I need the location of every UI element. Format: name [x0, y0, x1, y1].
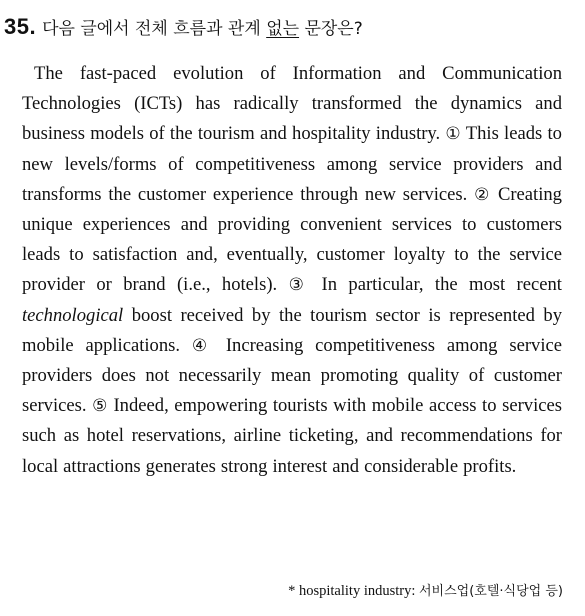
footnote: [288, 580, 563, 600]
sentence-1: This leads to new levels/forms of competitiveness among service providers and transforms the customer experience through new services.: [22, 123, 562, 205]
sentence-3-after: boost received by the tourism sector is represented by mobile applications.: [22, 304, 562, 356]
choice-marker-3: ③: [288, 275, 311, 296]
sentence-4: Increasing competitiveness among service providers does not necessarily mean promoting quality of customer services.: [22, 334, 562, 417]
sentence-3-italic: technological: [22, 304, 124, 326]
choice-marker-1: ①: [445, 124, 461, 145]
question-header: [4, 14, 579, 48]
choice-marker-4: ④: [191, 335, 214, 356]
sentence-2: Creating unique experiences and providing convenient services to customers leads to satisfaction and, eventually, customer loyalty to the service provider or brand (i.e., hotels).: [22, 183, 562, 296]
question-prompt-after: 문장은?: [299, 19, 363, 39]
sentence-3-before: In particular, the most recent: [310, 274, 562, 296]
footnote-marker: *: [288, 583, 296, 599]
question-prompt-underlined: 없는: [266, 19, 300, 39]
choice-marker-2: ②: [474, 184, 492, 205]
footnote-term: hospitality industry:: [295, 583, 419, 599]
choice-marker-5: ⑤: [92, 396, 108, 417]
question-prompt-before: 다음 글에서 전체 흐름과 관계: [42, 19, 267, 39]
sentence-5: Indeed, empowering tourists with mobile access to services such as hotel reservations, airline ticketing, and recommendations for local attractions generates strong interest and considerable profits.: [22, 395, 562, 477]
footnote-gloss: 서비스업(호텔·식당업 등): [419, 584, 563, 599]
question-number: 35.: [4, 14, 37, 39]
passage: [22, 59, 562, 482]
question-prompt: [42, 19, 363, 39]
passage-intro: The fast-paced evolution of Information and Communication Technologies (ICTs) has radically transformed the dynamics and business models of the tourism and hospitality industry.: [22, 63, 562, 145]
